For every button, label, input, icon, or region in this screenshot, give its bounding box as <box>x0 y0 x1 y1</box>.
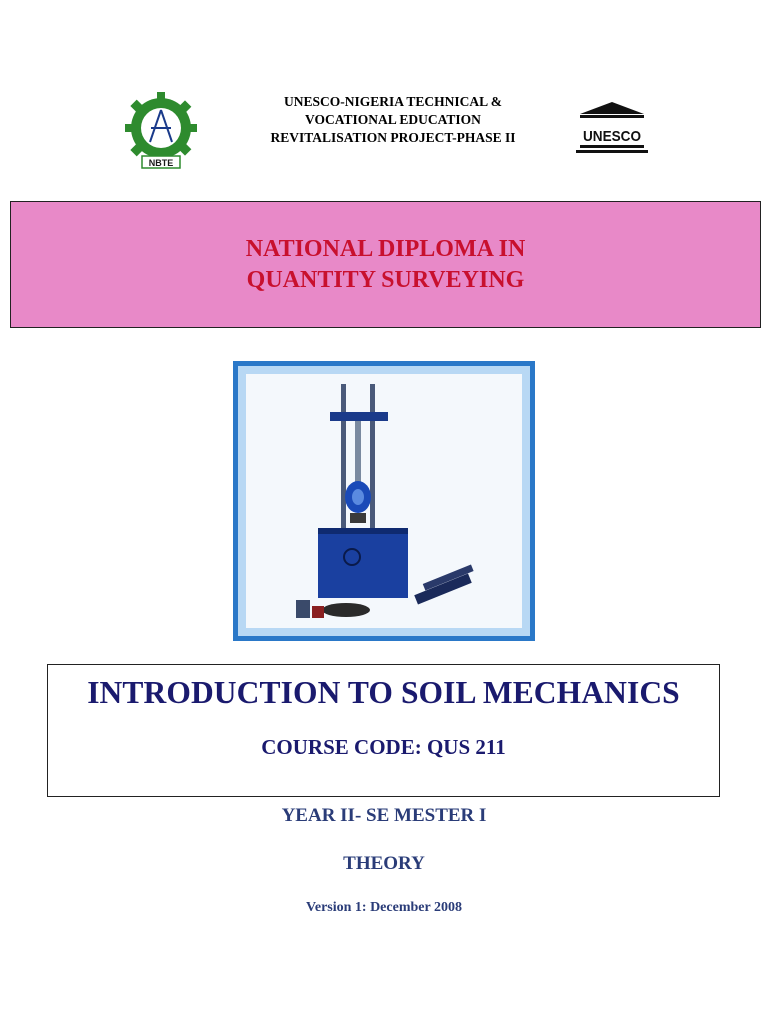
course-code: COURSE CODE: QUS 211 <box>261 735 506 759</box>
unesco-logo <box>572 100 652 158</box>
diploma-title <box>11 234 760 296</box>
soil-testing-machine-image <box>246 374 522 628</box>
course-title: INTRODUCTION TO SOIL MECHANICS <box>87 675 680 710</box>
diploma-title-line-1: NATIONAL DIPLOMA IN <box>245 236 526 262</box>
version-label: Version 1: December 2008 <box>306 900 462 915</box>
diploma-banner <box>10 201 761 328</box>
header-line-3: REVITALISATION PROJECT-PHASE II <box>270 130 516 145</box>
header-line-2: VOCATIONAL EDUCATION <box>305 112 481 127</box>
project-header <box>230 93 556 147</box>
cover-photo <box>233 361 535 641</box>
diploma-title-line-2: QUANTITY SURVEYING <box>246 267 525 293</box>
unesco-logo-label: UNESCO <box>583 128 642 145</box>
nbte-logo <box>118 90 204 172</box>
theory-label: THEORY <box>343 853 425 874</box>
year-semester: YEAR II- SE MESTER I <box>281 805 487 826</box>
course-box <box>47 664 720 797</box>
nbte-logo-label: NBTE <box>148 158 174 168</box>
header-line-1: UNESCO-NIGERIA TECHNICAL & <box>283 94 503 109</box>
